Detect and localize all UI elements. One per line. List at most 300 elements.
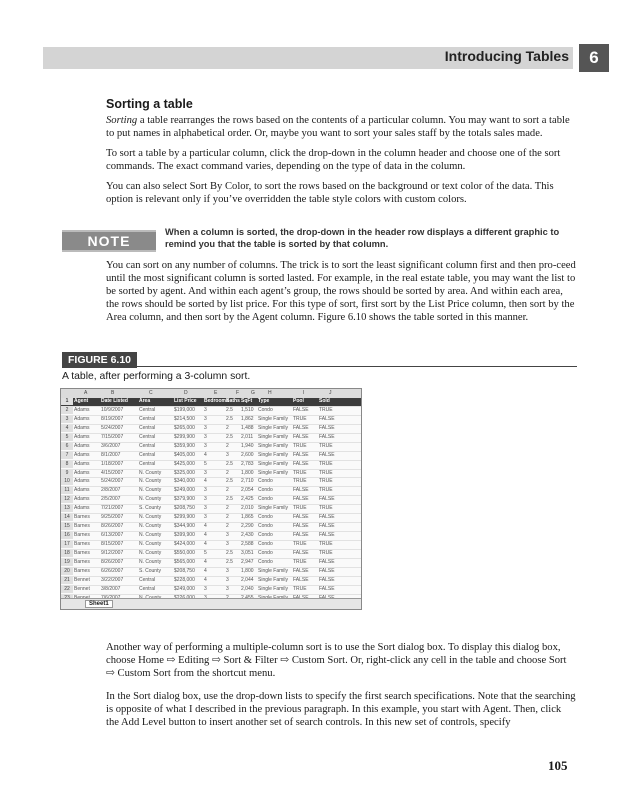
column-letter[interactable]: C	[149, 390, 153, 396]
column-letter[interactable]: I	[303, 390, 305, 396]
table-cell[interactable]: Adams	[74, 406, 90, 413]
table-row	[61, 559, 361, 568]
table-cell[interactable]: Central	[139, 576, 156, 583]
table-cell[interactable]: Barnes	[74, 514, 90, 521]
table-cell[interactable]: 1,940	[241, 442, 254, 449]
multi-column-sort-paragraph	[106, 259, 576, 324]
table-cell[interactable]: 2.5	[226, 406, 233, 413]
table-cell[interactable]: S. County	[139, 505, 161, 512]
figure-heading-bar	[62, 352, 577, 368]
table-cell[interactable]: Single Family	[258, 585, 289, 592]
table-cell[interactable]: Central	[139, 433, 156, 440]
row-number[interactable]: 20	[61, 568, 73, 575]
note-callout	[62, 226, 572, 258]
table-cell[interactable]: Condo	[258, 487, 273, 494]
row-number[interactable]: 8	[61, 461, 73, 468]
table-cell[interactable]: 3	[204, 505, 207, 512]
table-cell[interactable]: 6/26/2007	[101, 567, 124, 574]
page-number: 105	[548, 758, 568, 773]
table-row	[61, 568, 361, 577]
table-cell[interactable]: $550,000	[174, 549, 195, 556]
table-row	[61, 532, 361, 541]
table-cell[interactable]: FALSE	[319, 567, 335, 574]
table-cell[interactable]: N. County	[139, 549, 162, 556]
table-cell[interactable]: FALSE	[319, 532, 335, 539]
row-number[interactable]: 5	[61, 434, 73, 441]
table-cell[interactable]: FALSE	[319, 496, 335, 503]
table-cell[interactable]: 2,430	[241, 532, 254, 539]
table-cell[interactable]: Condo	[258, 496, 273, 503]
row-number[interactable]: 10	[61, 478, 73, 485]
table-cell[interactable]: 4	[204, 541, 207, 547]
table-cell[interactable]: 1,865	[241, 514, 254, 521]
table-cell[interactable]: N. County	[139, 478, 162, 485]
table-cell[interactable]: Adams	[74, 469, 90, 476]
table-cell[interactable]: Single Family	[258, 469, 289, 476]
table-cell[interactable]: 2	[226, 442, 229, 449]
table-cell[interactable]: Barnes	[74, 523, 90, 530]
table-cell[interactable]: 3	[226, 585, 229, 592]
table-cell[interactable]: Bennet	[74, 576, 90, 583]
table-cell[interactable]: FALSE	[319, 558, 335, 565]
table-cell[interactable]: $344,900	[174, 523, 195, 530]
column-header[interactable]: Date Listed	[101, 398, 128, 404]
row-number[interactable]: 14	[61, 514, 73, 521]
column-header[interactable]: Agent	[74, 398, 89, 404]
note-badge: NOTE	[62, 230, 156, 252]
table-cell[interactable]: S. County	[139, 567, 161, 574]
table-cell[interactable]: 3	[204, 433, 207, 440]
table-cell[interactable]: 9/25/2007	[101, 514, 124, 521]
term-sorting: Sorting	[106, 115, 138, 126]
table-cell[interactable]: $249,000	[174, 487, 195, 494]
table-cell[interactable]: 4	[204, 523, 207, 530]
row-number[interactable]: 7	[61, 452, 73, 459]
table-cell[interactable]: 1,488	[241, 424, 254, 431]
table-cell[interactable]: Single Family	[258, 442, 289, 449]
table-cell[interactable]: 4	[204, 558, 207, 565]
note-text: When a column is sorted, the drop-down in the header row displays a different graphic to remind you that the table is sorted by that column.	[165, 227, 560, 249]
table-cell[interactable]: FALSE	[293, 549, 309, 556]
table-cell[interactable]: 5/24/2007	[101, 424, 124, 431]
table-cell[interactable]: Single Family	[258, 415, 289, 422]
table-cell[interactable]: Central	[139, 415, 156, 422]
table-cell[interactable]: 3	[204, 406, 207, 413]
table-cell[interactable]: TRUE	[319, 541, 333, 547]
table-cell[interactable]: N. County	[139, 496, 162, 503]
row-number[interactable]: 17	[61, 541, 73, 548]
table-cell[interactable]: 2,710	[241, 478, 254, 485]
table-cell[interactable]: 2,054	[241, 487, 254, 494]
table-cell[interactable]: 8/26/2007	[101, 523, 124, 530]
table-cell[interactable]: Condo	[258, 478, 273, 485]
table-cell[interactable]: 1,800	[241, 469, 254, 476]
table-cell[interactable]: 2	[226, 487, 229, 494]
table-cell[interactable]: N. County	[139, 558, 162, 565]
row-number[interactable]: 9	[61, 470, 73, 477]
table-cell[interactable]: TRUE	[319, 406, 333, 413]
table-cell[interactable]: $208,750	[174, 567, 195, 574]
table-cell[interactable]: 3	[226, 451, 229, 458]
table-cell[interactable]: Barnes	[74, 541, 90, 547]
table-row	[61, 523, 361, 532]
table-cell[interactable]: $265,000	[174, 424, 195, 431]
table-cell[interactable]: $228,000	[174, 576, 195, 583]
table-cell[interactable]: Single Family	[258, 451, 289, 458]
table-cell[interactable]: $299,900	[174, 514, 195, 521]
table-cell[interactable]: 2,783	[241, 460, 254, 467]
table-cell[interactable]: 2,425	[241, 496, 254, 503]
figure-caption: A table, after performing a 3-column sort.	[62, 371, 251, 382]
table-cell[interactable]: 3	[204, 442, 207, 449]
table-cell[interactable]: 4	[204, 451, 207, 458]
table-cell[interactable]: 2,044	[241, 576, 254, 583]
table-cell[interactable]: $425,000	[174, 460, 195, 467]
table-cell[interactable]: N. County	[139, 487, 162, 494]
table-cell[interactable]: 4	[204, 532, 207, 539]
table-row	[61, 550, 361, 559]
table-cell[interactable]: 2,010	[241, 505, 254, 512]
table-cell[interactable]: 2,588	[241, 541, 254, 547]
table-cell[interactable]: 2.5	[226, 460, 233, 467]
column-header[interactable]: Sold	[319, 398, 330, 404]
table-cell[interactable]: 3	[204, 415, 207, 422]
table-cell[interactable]: TRUE	[293, 541, 307, 547]
table-row	[61, 496, 361, 505]
table-cell[interactable]: 8/19/2007	[101, 415, 124, 422]
table-cell[interactable]: Central	[139, 585, 156, 592]
table-cell[interactable]: TRUE	[293, 469, 307, 476]
table-cell[interactable]: Adams	[74, 415, 90, 422]
column-letter[interactable]: J	[329, 390, 332, 396]
table-cell[interactable]: 3	[226, 541, 229, 547]
table-cell[interactable]: Adams	[74, 451, 90, 458]
column-header[interactable]: Baths	[226, 398, 240, 404]
table-cell[interactable]: 2.5	[226, 415, 233, 422]
table-cell[interactable]: FALSE	[319, 523, 335, 530]
table-row	[61, 505, 361, 514]
table-cell[interactable]: Single Family	[258, 433, 289, 440]
row-number[interactable]: 21	[61, 577, 73, 584]
table-cell[interactable]: $399,900	[174, 532, 195, 539]
paragraph-4-text: The trick is to sort the least significant column first and then pro-ceed until the most significant column is sorted lasted. For example, in the real estate table, you may want the list to be sorted by agent. And within each agent’s group, the rows should be sorted by area. And within each area, the rows should be sorted by list price. For this type of sort, first sort by the List Price column, then sort by the Area column, and then sort by the Agent column. Figure 6.10 shows the table sorted in this manner.	[106, 260, 576, 323]
table-row	[61, 470, 361, 479]
table-cell[interactable]: Condo	[258, 523, 273, 530]
table-cell[interactable]: $405,000	[174, 451, 195, 458]
paragraph-4-lead: You can sort on any number of columns.	[106, 260, 281, 271]
table-cell[interactable]: Barnes	[74, 567, 90, 574]
column-header[interactable]: List Price	[174, 398, 197, 404]
table-cell[interactable]: 2	[226, 514, 229, 521]
table-cell[interactable]: Central	[139, 460, 156, 467]
row-number[interactable]: 13	[61, 505, 73, 512]
table-cell[interactable]: Condo	[258, 549, 273, 556]
table-cell[interactable]: FALSE	[293, 576, 309, 583]
table-cell[interactable]: TRUE	[319, 487, 333, 494]
table-cell[interactable]: FALSE	[319, 433, 335, 440]
table-cell[interactable]: FALSE	[293, 433, 309, 440]
table-cell[interactable]: FALSE	[293, 487, 309, 494]
table-cell[interactable]: FALSE	[319, 415, 335, 422]
table-cell[interactable]: $565,000	[174, 558, 195, 565]
table-cell[interactable]: $379,900	[174, 496, 195, 503]
table-cell[interactable]: Adams	[74, 487, 90, 494]
table-cell[interactable]: 4	[204, 576, 207, 583]
table-cell[interactable]: 2/8/2007	[101, 487, 121, 494]
table-cell[interactable]: 2,011	[241, 433, 254, 440]
table-cell[interactable]: 2/5/2007	[101, 496, 121, 503]
table-cell[interactable]: TRUE	[293, 585, 307, 592]
table-row	[61, 487, 361, 496]
table-cell[interactable]: TRUE	[319, 505, 333, 512]
table-cell[interactable]: $340,000	[174, 478, 195, 485]
table-cell[interactable]: Adams	[74, 424, 90, 431]
table-cell[interactable]: 4/15/2007	[101, 469, 124, 476]
table-cell[interactable]: 6/13/2007	[101, 532, 124, 539]
after-figure-text	[106, 630, 576, 740]
table-cell[interactable]: 5/24/2007	[101, 478, 124, 485]
table-cell[interactable]: 5	[204, 549, 207, 556]
table-cell[interactable]: Single Family	[258, 460, 289, 467]
sheet-tab[interactable]: Sheet1	[85, 600, 113, 608]
table-cell[interactable]: 2,040	[241, 585, 254, 592]
table-cell[interactable]: $208,750	[174, 505, 195, 512]
table-cell[interactable]: 7/15/2007	[101, 433, 124, 440]
table-cell[interactable]: Adams	[74, 505, 90, 512]
table-cell[interactable]: 2.5	[226, 549, 233, 556]
row-number[interactable]: 1	[61, 398, 73, 405]
table-cell[interactable]: Barnes	[74, 558, 90, 565]
table-cell[interactable]: FALSE	[293, 460, 309, 467]
table-cell[interactable]: Barnes	[74, 532, 90, 539]
table-row	[61, 541, 361, 550]
table-row	[61, 416, 361, 425]
table-cell[interactable]: Adams	[74, 433, 90, 440]
table-cell[interactable]: FALSE	[319, 514, 335, 521]
column-header[interactable]: Pool	[293, 398, 304, 404]
table-cell[interactable]: 3	[226, 576, 229, 583]
column-letter[interactable]: G	[251, 390, 255, 396]
table-cell[interactable]: 2	[226, 505, 229, 512]
table-cell[interactable]: $214,500	[174, 415, 195, 422]
table-cell[interactable]: Adams	[74, 442, 90, 449]
paragraph-1	[106, 114, 576, 140]
row-number[interactable]: 12	[61, 496, 73, 503]
table-row	[61, 425, 361, 434]
table-cell[interactable]: 9/12/2007	[101, 549, 124, 556]
table-cell[interactable]: TRUE	[293, 558, 307, 565]
table-cell[interactable]: Single Family	[258, 505, 289, 512]
table-cell[interactable]: N. County	[139, 469, 162, 476]
column-header[interactable]: Type	[258, 398, 270, 404]
table-cell[interactable]: FALSE	[293, 496, 309, 503]
row-number[interactable]: 2	[61, 407, 73, 414]
table-cell[interactable]: 4	[204, 567, 207, 574]
table-row	[61, 434, 361, 443]
table-cell[interactable]: 2.5	[226, 558, 233, 565]
table-cell[interactable]: N. County	[139, 532, 162, 539]
table-cell[interactable]: Condo	[258, 541, 273, 547]
table-cell[interactable]: TRUE	[293, 442, 307, 449]
column-letter[interactable]: B	[111, 390, 115, 396]
table-cell[interactable]: Adams	[74, 496, 90, 503]
table-row	[61, 452, 361, 461]
table-cell[interactable]: FALSE	[293, 523, 309, 530]
table-cell[interactable]: 3/6/2007	[101, 442, 121, 449]
table-cell[interactable]: 1/18/2007	[101, 460, 124, 467]
paragraph-2: To sort a table by a particular column, click the drop-down in the column header and choose one of the sort commands. The exact command varies, depending on the type of data in the column.	[106, 148, 561, 172]
table-cell[interactable]: 2.5	[226, 478, 233, 485]
table-row	[61, 407, 361, 416]
table-cell[interactable]: 2.5	[226, 496, 233, 503]
table-cell[interactable]: FALSE	[293, 567, 309, 574]
column-header[interactable]: Bedrooms	[204, 398, 229, 404]
table-cell[interactable]: Adams	[74, 478, 90, 485]
table-cell[interactable]: 8/1/2007	[101, 451, 121, 458]
table-cell[interactable]: TRUE	[319, 442, 333, 449]
table-cell[interactable]: 3	[204, 469, 207, 476]
table-row	[61, 586, 361, 595]
table-cell[interactable]: Bennet	[74, 585, 90, 592]
table-cell[interactable]: TRUE	[293, 505, 307, 512]
table-cell[interactable]: 3	[204, 496, 207, 503]
table-cell[interactable]: 2	[226, 469, 229, 476]
table-cell[interactable]: 10/9/2007	[101, 406, 124, 413]
row-number[interactable]: 4	[61, 425, 73, 432]
table-cell[interactable]: Central	[139, 424, 156, 431]
table-cell[interactable]: FALSE	[319, 424, 335, 431]
table-cell[interactable]: FALSE	[293, 532, 309, 539]
table-cell[interactable]: Condo	[258, 532, 273, 539]
table-cell[interactable]: 1,510	[241, 406, 254, 413]
column-letter[interactable]: E	[214, 390, 218, 396]
table-cell[interactable]: 1,862	[241, 415, 254, 422]
row-number[interactable]: 18	[61, 550, 73, 557]
table-cell[interactable]: TRUE	[293, 415, 307, 422]
column-header[interactable]: SqFt	[241, 398, 253, 404]
table-cell[interactable]: TRUE	[319, 549, 333, 556]
sheet-tab-bar	[61, 598, 361, 609]
row-number[interactable]: 3	[61, 416, 73, 423]
table-row	[61, 461, 361, 470]
table-cell[interactable]: 3	[204, 424, 207, 431]
table-cell[interactable]: $325,000	[174, 469, 195, 476]
table-cell[interactable]: 5	[204, 460, 207, 467]
table-row	[61, 514, 361, 523]
table-cell[interactable]: 3	[204, 585, 207, 592]
table-cell[interactable]: TRUE	[319, 469, 333, 476]
table-cell[interactable]: 3	[226, 532, 229, 539]
table-cell[interactable]: FALSE	[319, 585, 335, 592]
paragraph-6: In the Sort dialog box, use the drop-down lists to specify the first search specifications. Note that the searching is opposite of what I described in the previous paragraph. In this example, you start with Agent. Then, click the Add Level button to insert another set of search controls. In this new set of controls, specify	[106, 691, 576, 729]
table-cell[interactable]: N. County	[139, 541, 162, 547]
running-header-title: Introducing Tables	[444, 48, 569, 64]
table-cell[interactable]: $359,900	[174, 442, 195, 449]
figure-rule	[137, 366, 577, 367]
table-cell[interactable]: Condo	[258, 558, 273, 565]
table-cell[interactable]: Adams	[74, 460, 90, 467]
table-cell[interactable]: FALSE	[293, 451, 309, 458]
section-heading: Sorting a table	[106, 97, 193, 111]
table-cell[interactable]: $299,900	[174, 433, 195, 440]
row-number[interactable]: 19	[61, 559, 73, 566]
table-cell[interactable]: Central	[139, 442, 156, 449]
table-cell[interactable]: $424,000	[174, 541, 195, 547]
column-letter[interactable]: D	[184, 390, 188, 396]
table-cell[interactable]: 7/21/2007	[101, 505, 124, 512]
table-cell[interactable]: TRUE	[293, 478, 307, 485]
table-header-row	[61, 398, 361, 407]
table-cell[interactable]: 8/15/2007	[101, 541, 124, 547]
table-cell[interactable]: TRUE	[319, 478, 333, 485]
spreadsheet-screenshot	[60, 388, 362, 610]
table-cell[interactable]: Single Family	[258, 424, 289, 431]
row-number[interactable]: 6	[61, 443, 73, 450]
column-letter[interactable]: A	[84, 390, 88, 396]
table-cell[interactable]: N. County	[139, 514, 162, 521]
table-cell[interactable]: Central	[139, 406, 156, 413]
section-body	[106, 98, 576, 213]
column-letter[interactable]: F	[236, 390, 240, 396]
column-header[interactable]: Area	[139, 398, 151, 404]
figure-label: FIGURE 6.10	[62, 352, 137, 368]
table-row	[61, 478, 361, 487]
table-cell[interactable]: FALSE	[293, 514, 309, 521]
table-cell[interactable]: 2,290	[241, 523, 254, 530]
table-cell[interactable]: 3	[226, 567, 229, 574]
table-cell[interactable]: FALSE	[319, 451, 335, 458]
table-row	[61, 443, 361, 452]
table-cell[interactable]: 3,051	[241, 549, 254, 556]
table-cell[interactable]: 2	[226, 523, 229, 530]
table-cell[interactable]: 3/22/2007	[101, 576, 124, 583]
row-number[interactable]: 11	[61, 487, 73, 494]
table-cell[interactable]: 2,600	[241, 451, 254, 458]
table-cell[interactable]: Single Family	[258, 576, 289, 583]
paragraph-1-text: a table rearranges the rows based on the contents of a particular column. You may want to sort a table to put names in alphabetical order. Or, maybe you want to sort your sales staff by the totals sales made.	[106, 115, 570, 139]
column-letter[interactable]: H	[268, 390, 272, 396]
table-cell[interactable]: Single Family	[258, 567, 289, 574]
table-cell[interactable]: Condo	[258, 406, 273, 413]
row-number[interactable]: 16	[61, 532, 73, 539]
table-cell[interactable]: $249,000	[174, 585, 195, 592]
table-cell[interactable]: 2	[226, 424, 229, 431]
table-cell[interactable]: FALSE	[293, 406, 309, 413]
table-cell[interactable]: 4	[204, 478, 207, 485]
table-cell[interactable]: 8/26/2007	[101, 558, 124, 565]
table-cell[interactable]: 2,947	[241, 558, 254, 565]
table-cell[interactable]: 2.5	[226, 433, 233, 440]
table-cell[interactable]: $199,000	[174, 406, 195, 413]
table-cell[interactable]: TRUE	[319, 460, 333, 467]
table-cell[interactable]: 3	[204, 487, 207, 494]
table-cell[interactable]: Barnes	[74, 549, 90, 556]
table-cell[interactable]: 1,800	[241, 567, 254, 574]
row-number[interactable]: 22	[61, 586, 73, 593]
table-cell[interactable]: Central	[139, 451, 156, 458]
row-number[interactable]: 15	[61, 523, 73, 530]
table-cell[interactable]: FALSE	[293, 424, 309, 431]
table-cell[interactable]: 3	[204, 514, 207, 521]
table-cell[interactable]: FALSE	[319, 576, 335, 583]
table-cell[interactable]: 3/8/2007	[101, 585, 121, 592]
table-cell[interactable]: N. County	[139, 523, 162, 530]
table-cell[interactable]: Condo	[258, 514, 273, 521]
table-row	[61, 577, 361, 586]
spreadsheet-grid	[61, 398, 361, 610]
chapter-number-box: 6	[579, 44, 609, 72]
paragraph-5: Another way of performing a multiple-column sort is to use the Sort dialog box. To display this dialog box, choose Home ⇨ Editing ⇨ Sort & Filter ⇨ Custom Sort. Or, right-click any cell in the table and choose Sort ⇨ Custom Sort from the shortcut menu.	[106, 641, 567, 679]
